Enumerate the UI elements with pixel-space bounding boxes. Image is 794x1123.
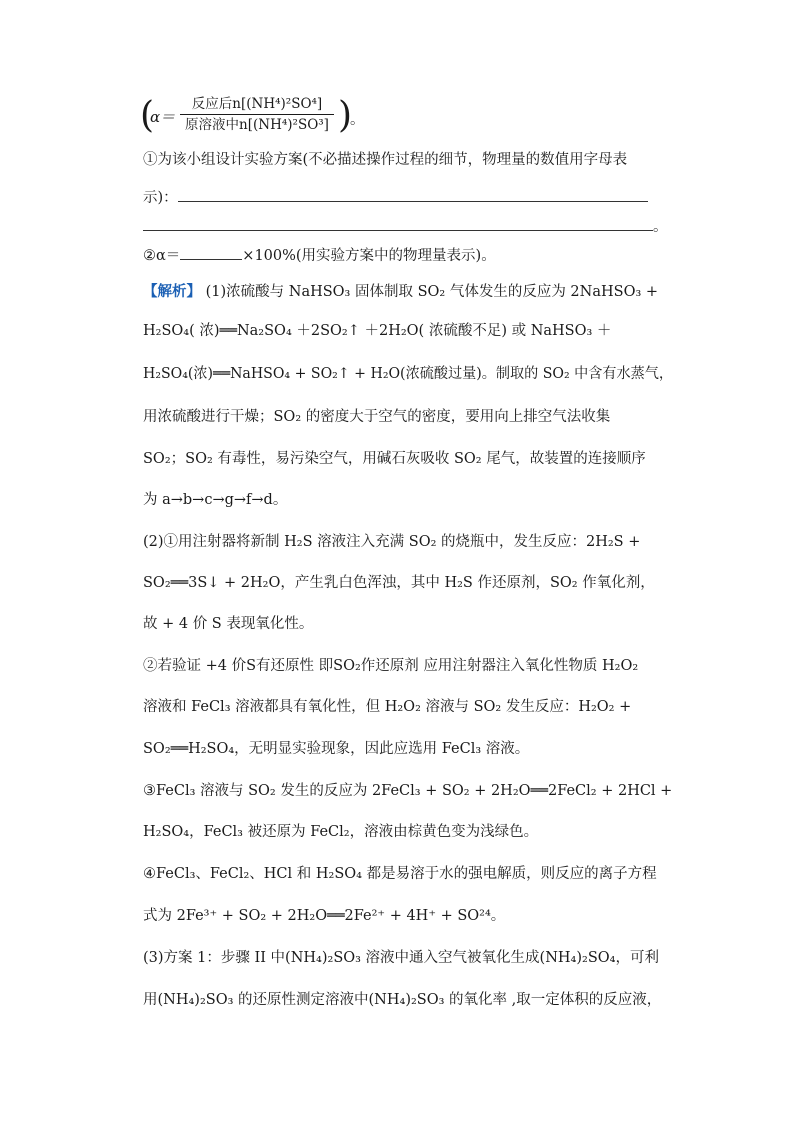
formula-numerator: 反应后n[(NH⁴)²SO⁴] xyxy=(191,96,323,112)
question-1-line-1: ①为该小组设计实验方案(不必描述操作过程的细节，物理量的数值用字母表 xyxy=(143,152,628,168)
analysis-p5-line-2: 式为 2Fe³⁺ + SO₂ + 2H₂O══2Fe²⁺ + 4H⁺ + SO²⁴。 xyxy=(143,908,506,924)
analysis-p4-line-1: ③FeCl₃ 溶液与 SO₂ 发生的反应为 2FeCl₃ + SO₂ + 2H₂O══2FeCl₂ + 2HCl + xyxy=(143,783,673,799)
analysis-p2-line-3: 故 + 4 价 S 表现氧化性。 xyxy=(143,616,314,632)
formula-tail: 。 xyxy=(350,112,365,128)
analysis-p3-line-1: ②若验证 +4 价S有还原性 即SO₂作还原剂 应用注射器注入氧化性物质 H₂O₂ xyxy=(143,658,639,674)
analysis-p1-line-1 xyxy=(143,282,673,302)
analysis-p3-line-3: SO₂══H₂SO₄，无明显实验现象，因此应选用 FeCl₃ 溶液。 xyxy=(143,741,530,757)
left-paren: ( xyxy=(140,95,155,136)
analysis-p1-line-5: SO₂；SO₂ 有毒性，易污染空气，用碱石灰吸收 SO₂ 尾气，故装置的连接顺序 xyxy=(143,451,646,467)
analysis-p1-line-6: 为 a→b→c→g→f→d。 xyxy=(143,492,288,508)
question-1-prefix: 示)： xyxy=(143,190,178,206)
question-1-suffix: 。 xyxy=(653,219,668,235)
analysis-p2-line-1: (2)①用注射器将新制 H₂S 溶液注入充满 SO₂ 的烧瓶中，发生反应：2H₂S + xyxy=(143,534,641,550)
question-2-line xyxy=(143,244,673,266)
answer-blank-1[interactable] xyxy=(178,186,648,202)
analysis-p6-line-2: 用(NH₄)₂SO₃ 的还原性测定溶液中(NH₄)₂SO₃ 的氧化率 ,取一定体积的反应液， xyxy=(143,992,662,1008)
analysis-p1-line-4: 用浓硫酸进行干燥；SO₂ 的密度大于空气的密度，要用向上排空气法收集 xyxy=(143,409,611,425)
question-1-line-3 xyxy=(143,215,673,237)
analysis-p4-line-2: H₂SO₄，FeCl₃ 被还原为 FeCl₂，溶液由棕黄色变为浅绿色。 xyxy=(143,824,539,840)
analysis-p1-line-3: H₂SO₄(浓)══NaHSO₄ + SO₂↑ + H₂O(浓硫酸过量)。制取的 SO₂ 中含有水蒸气， xyxy=(143,366,674,382)
oxidation-rate-formula xyxy=(140,94,400,140)
formula-alpha: α＝ xyxy=(150,108,176,126)
answer-blank-3[interactable] xyxy=(180,244,242,260)
analysis-p3-line-2: 溶液和 FeCl₃ 溶液都具有氧化性，但 H₂O₂ 溶液与 SO₂ 发生反应：H₂O₂ + xyxy=(143,699,632,715)
analysis-p5-line-1: ④FeCl₃、FeCl₂、HCl 和 H₂SO₄ 都是易溶于水的强电解质，则反应的离子方程 xyxy=(143,866,657,882)
analysis-tag: 【解析】 xyxy=(143,283,201,300)
question-2-suffix: ×100%(用实验方案中的物理量表示)。 xyxy=(242,248,496,264)
formula-denominator: 原溶液中n[(NH⁴)²SO³] xyxy=(185,117,329,133)
question-1-line-2 xyxy=(143,186,673,208)
analysis-p1-line-2: H₂SO₄( 浓)══Na₂SO₄ ＋2SO₂↑ ＋2H₂O( 浓硫酸不足) 或 NaHSO₃ ＋ xyxy=(143,323,612,339)
question-2-prefix: ②α＝ xyxy=(143,248,181,264)
analysis-p6-line-1: (3)方案 1：步骤 II 中(NH₄)₂SO₃ 溶液中通入空气被氧化生成(NH₄)₂SO₄，可利 xyxy=(143,950,659,966)
analysis-p2-line-2: SO₂══3S↓ + 2H₂O，产生乳白色浑浊，其中 H₂S 作还原剂，SO₂ 作氧化剂， xyxy=(143,575,655,591)
formula-fraction xyxy=(178,94,336,135)
answer-blank-2[interactable] xyxy=(143,215,653,231)
analysis-text: (1)浓硫酸与 NaHSO₃ 固体制取 SO₂ 气体发生的反应为 2NaHSO₃ + xyxy=(205,284,659,300)
right-paren: ) xyxy=(338,95,353,136)
